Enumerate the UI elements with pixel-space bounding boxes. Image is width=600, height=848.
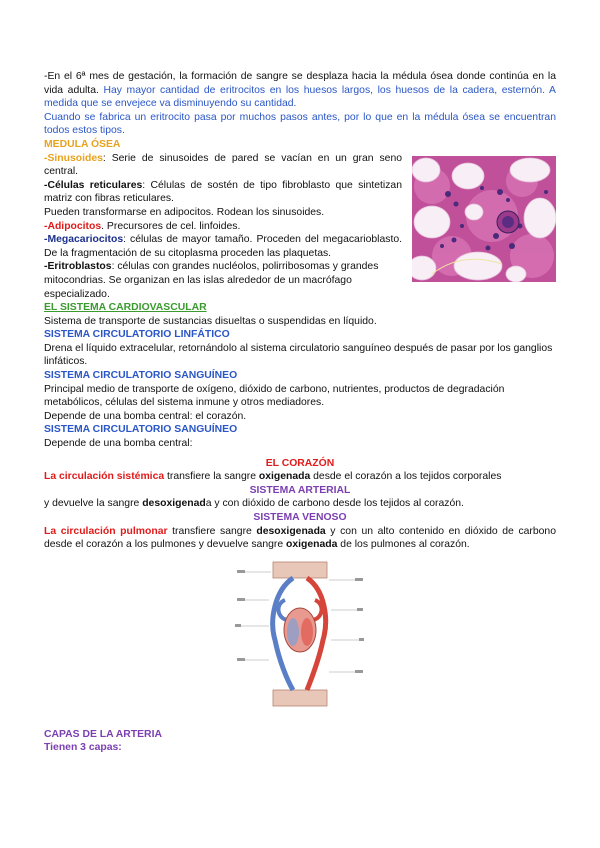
sanguineo-text-3: Depende de una bomba central: bbox=[44, 438, 193, 450]
bone-marrow-micrograph bbox=[412, 156, 556, 282]
linfatico-text: Drena el líquido extracelular, retornándolo al sistema circulatorio sanguíneo después de pasar por los ganglios linfáticos. bbox=[44, 342, 553, 368]
megacariocitos-item: -Megacariocitos: células de mayor tamaño. Proceden del megacarioblasto. De la fragmentación de su citoplasma proceden las plaquetas. bbox=[44, 234, 402, 259]
sanguineo-heading-2: SISTEMA CIRCULATORIO SANGUÍNEO bbox=[44, 424, 238, 436]
sanguineo-heading: SISTEMA CIRCULATORIO SANGUÍNEO bbox=[44, 370, 238, 382]
sistemica-line: La circulación sistémica transfiere la sangre oxigenada desde el corazón a los tejidos corporales bbox=[44, 471, 502, 483]
medula-heading: MEDULA ÓSEA bbox=[44, 138, 121, 150]
capas-subheading: Tienen 3 capas: bbox=[44, 742, 122, 754]
cardiovascular-heading: EL SISTEMA CARDIOVASCULAR bbox=[44, 302, 207, 314]
sanguineo-text-2: Depende de una bomba central: el corazón. bbox=[44, 410, 247, 422]
capas-heading: CAPAS DE LA ARTERIA bbox=[44, 728, 162, 740]
adipocitos-item: -Adipocitos. Precursores de cel. linfoides. bbox=[44, 220, 241, 232]
corazon-heading: EL CORAZÓN bbox=[265, 457, 335, 469]
document-page bbox=[44, 70, 556, 755]
linfatico-heading: SISTEMA CIRCULATORIO LINFÁTICO bbox=[44, 329, 230, 341]
eritroblastos-item: -Eritroblastos: células con grandes nucléolos, polirribosomas y grandes mitocondrias. Se organizan en las islas alrededor de un macrófago especializado. bbox=[44, 261, 379, 300]
venoso-heading: SISTEMA VENOSO bbox=[253, 512, 347, 523]
circulation-diagram bbox=[235, 560, 365, 710]
sanguineo-text: Principal medio de transporte de oxígeno, dióxido de carbono, nutrientes, productos de degradación metabólicos, células del sistema inmune y otros mediadores. bbox=[44, 383, 505, 409]
pulmonar-paragraph: La circulación pulmonar transfiere sangre desoxigenada y con un alto contenido en dióxido de carbono desde el corazón a los pulmones y devuelve sangre oxigenada de los pulmones al corazón. bbox=[44, 525, 556, 551]
arterial-heading: SISTEMA ARTERIAL bbox=[249, 484, 351, 496]
cardiovascular-text: Sistema de transporte de sustancias disueltas o suspendidas en líquido. bbox=[44, 315, 377, 327]
intro-paragraph-1: -En el 6ª mes de gestación, la formación de sangre se desplaza hacia la médula ósea donde continúa en la vida adulta. Hay mayor cantidad de eritrocitos en los huesos largos, los huesos de la cadera, esternón. A medida que se envejece va disminuyendo su cantidad. bbox=[44, 71, 556, 110]
intro-paragraph-2: Cuando se fabrica un eritrocito pasa por muchos pasos antes, por lo que en la médula ósea se encuentran todos estos tipos. bbox=[44, 111, 556, 137]
devuelve-line: y devuelve la sangre desoxigenada y con dióxido de carbono desde los tejidos al corazón. bbox=[44, 498, 464, 510]
sinusoides-item: -Sinusoides: Serie de sinusoides de pared se vacían en un gran seno central. bbox=[44, 152, 402, 178]
reticulares-item: -Células reticulares: Células de sostén de tipo fibroblasto que sintetizan matriz con fibras reticulares. bbox=[44, 179, 402, 205]
adipocitos-line: Pueden transformarse en adipocitos. Rodean los sinusoides. bbox=[44, 206, 325, 218]
